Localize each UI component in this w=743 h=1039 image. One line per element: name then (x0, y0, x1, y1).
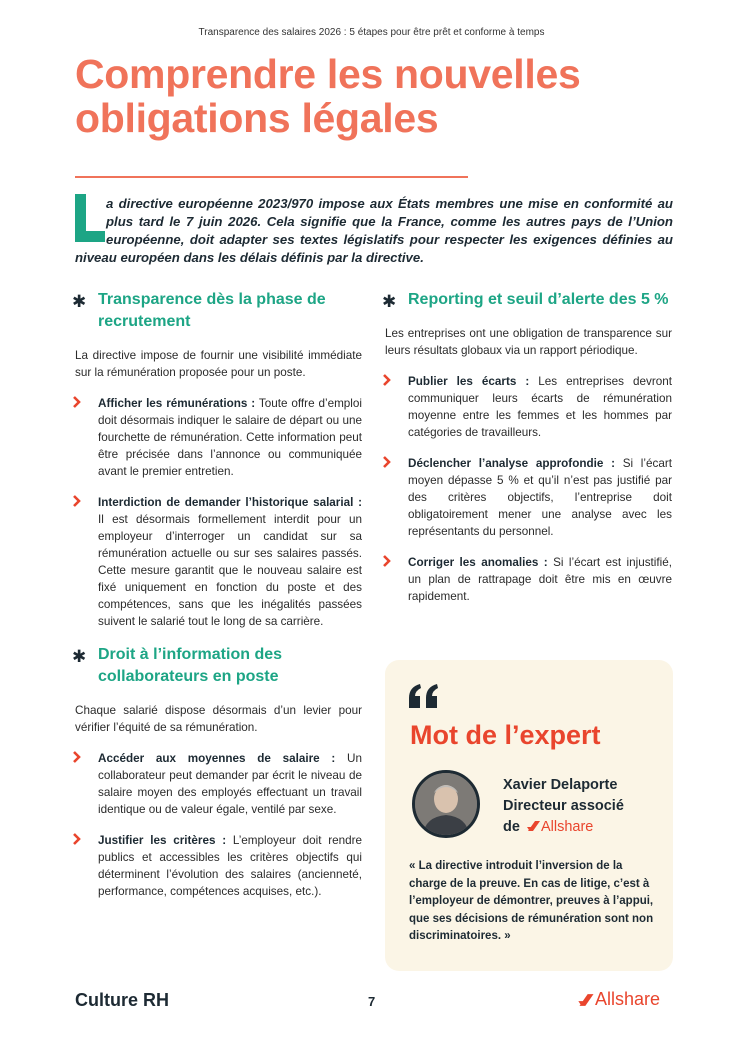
bullet-list (72, 395, 362, 630)
page-title: Comprendre les nouvelles obligations légales (75, 51, 581, 141)
quote-icon (409, 684, 439, 708)
list-item: Corriger les anomalies : Si l’écart est injustifié, un plan de rattrapage doit être mis en œuvre rapidement. (382, 554, 672, 605)
intro-paragraph (75, 195, 673, 267)
title-underline (75, 176, 468, 178)
page-number: 7 (368, 994, 376, 1009)
asterisk-icon: ✱ (382, 292, 397, 311)
allshare-logo-icon (578, 993, 595, 1007)
chevron-right-icon (72, 750, 82, 764)
chevron-right-icon (382, 455, 392, 469)
bullet-list (382, 373, 672, 605)
avatar (412, 770, 480, 838)
section-heading-reporting: ✱ Reporting et seuil d’alerte des 5 % (382, 291, 669, 311)
section-intro: Les entreprises ont une obligation de transparence sur leurs résultats globaux via un rapport périodique. (385, 327, 672, 357)
expert-name: Xavier Delaporte (503, 777, 618, 793)
person-photo-icon (415, 773, 477, 835)
running-header: Transparence des salaires 2026 : 5 étapes pour être prêt et conforme à temps (198, 27, 545, 38)
asterisk-icon: ✱ (72, 647, 87, 666)
chevron-right-icon (382, 554, 392, 568)
expert-company: de Allshare (503, 819, 594, 835)
list-item: Déclencher l’analyse approfondie : Si l’écart moyen dépasse 5 % et qu’il n’est pas justifié par des critères objectifs, l’entreprise doit obligatoirement mener une analyse avec les représentants du personnel. (382, 455, 672, 540)
footer-logo: Allshare (578, 989, 660, 1010)
bullet-list (72, 750, 362, 900)
expert-heading: Mot de l’expert (410, 720, 601, 750)
list-item: Afficher les rémunérations : Toute offre d’emploi doit désormais indiquer le salaire de départ ou une fourchette de rémunération. Cette information peut être précisée dans l’annonce ou communiquée avant le premier entretien. (72, 395, 362, 480)
chevron-right-icon (382, 373, 392, 387)
expert-identity (503, 775, 663, 838)
section-heading-information: ✱ Droit à l’information des collaborateurs en poste (72, 646, 283, 685)
expert-box (385, 660, 673, 971)
section-intro: Chaque salarié dispose désormais d’un levier pour vérifier l’équité de sa rémunération. (75, 704, 362, 734)
chevron-right-icon (72, 395, 82, 409)
list-item: Justifier les critères : L’employeur doit rendre publics et accessibles les critères objectifs qui déterminent l’évolution des salaires (ancienneté, performance, compétences acquises, etc.). (72, 832, 362, 900)
list-item: Accéder aux moyennes de salaire : Un collaborateur peut demander par écrit le niveau de salaire moyen des employés effectuant un travail identique ou de valeur égale, ventilé par sexe. (72, 750, 362, 818)
chevron-right-icon (72, 494, 82, 508)
chevron-right-icon (72, 832, 82, 846)
list-item: Interdiction de demander l’historique salarial : Il est désormais formellement interdit pour un employeur d’interroger un candidat sur sa rémunération actuelle ou sur ses salaires passés. Cette mesure garantit que le nouveau salaire est fixé uniquement en fonction du poste et des compétences, sans que les inégalités passées suivent le salarié tout le long de sa carrière. (72, 494, 362, 630)
list-item: Publier les écarts : Les entreprises devront communiquer leurs écarts de rémunération moyenne entre les femmes et les hommes par catégories de travailleurs. (382, 373, 672, 441)
right-column (382, 289, 672, 619)
intro-text: a directive européenne 2023/970 impose aux États membres une mise en conformité au plus tard le 7 juin 2026. Cela signifie que la France, comme les autres pays de l’Union européenne, doit adapter ses textes législatifs pour respecter les exigences définies au niveau européen dans les délais définis par la directive. (75, 196, 673, 265)
asterisk-icon: ✱ (72, 292, 87, 311)
footer-brand: Culture RH (75, 990, 169, 1010)
section-intro: La directive impose de fournir une visibilité immédiate sur la rémunération proposée pour un poste. (75, 349, 362, 379)
section-heading-recrutement: ✱ Transparence dès la phase de recrutement (72, 291, 326, 330)
expert-quote: « La directive introduit l’inversion de la charge de la preuve. En cas de litige, c’est à l’employeur de démontrer, preuves à l’appui, que ses décisions de rémunération sont non discriminatoires. » (409, 860, 654, 942)
expert-role: Directeur associé (503, 798, 624, 814)
allshare-logo-icon (527, 820, 541, 832)
left-column (72, 289, 362, 914)
